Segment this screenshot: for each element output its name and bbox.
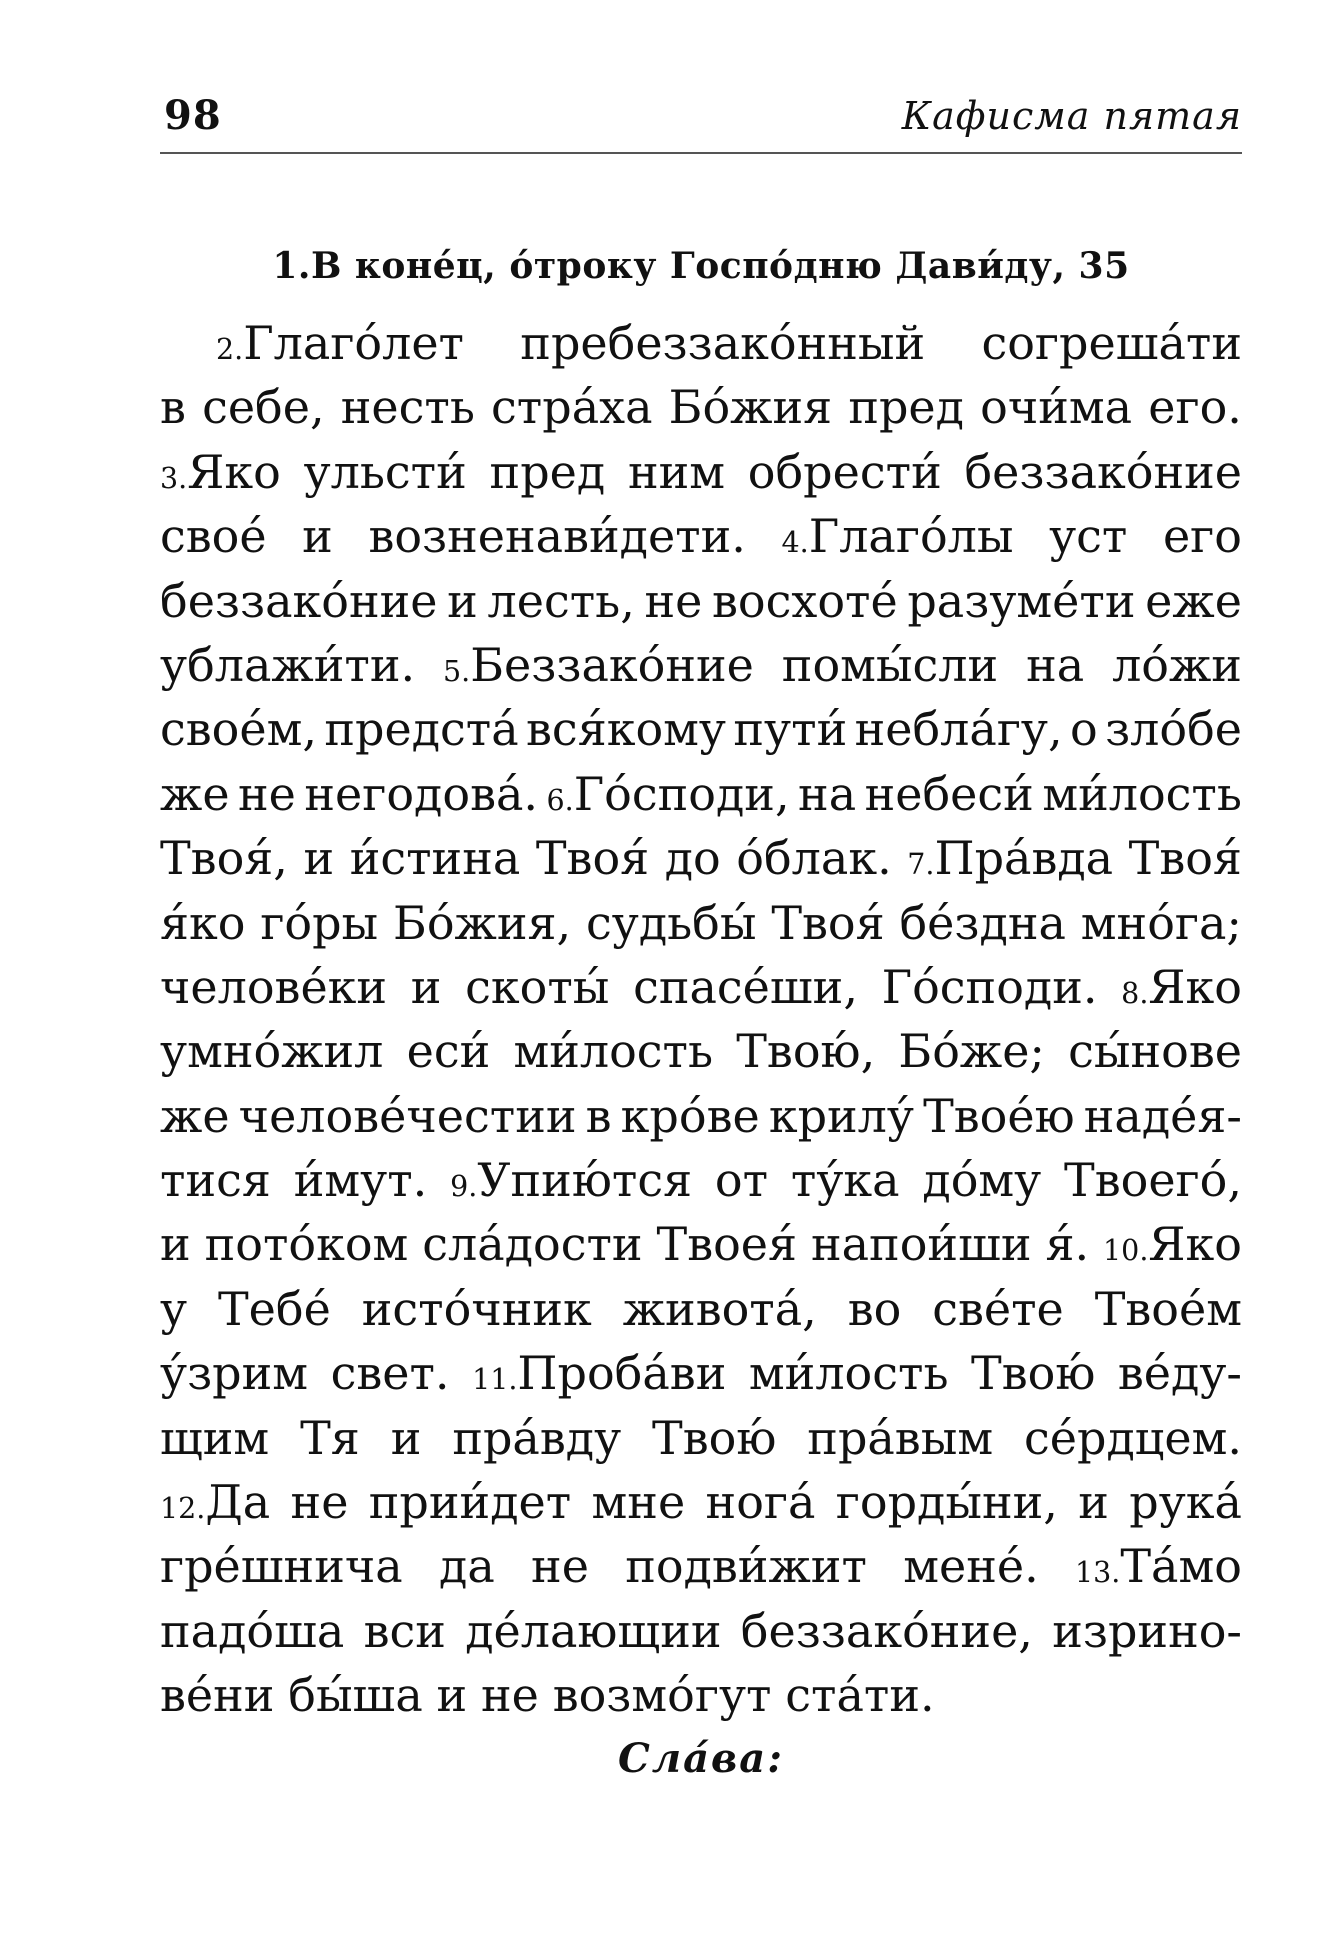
word: от: [714, 1153, 769, 1208]
text-line: [160, 1475, 1242, 1539]
word: свое́: [160, 509, 267, 564]
text-line: [160, 1282, 1242, 1346]
word: себе,: [202, 380, 325, 435]
word: небла́гу,: [854, 702, 1063, 757]
word: пото́ком: [204, 1217, 409, 1272]
word: Тебе́: [218, 1281, 331, 1336]
word: нога́: [705, 1475, 816, 1530]
word: в: [160, 380, 186, 435]
word: возмо́гут: [552, 1668, 772, 1723]
word: Твою́: [971, 1346, 1096, 1401]
page-header: [160, 84, 1242, 144]
word: Бо́же;: [898, 1024, 1045, 1079]
word: беззако́ние,: [740, 1603, 1033, 1658]
verse-number: 5.: [443, 654, 471, 688]
word: не: [238, 766, 296, 821]
verse-number: 12.: [160, 1492, 206, 1526]
word: еже: [1145, 573, 1242, 628]
word: и: [436, 1668, 468, 1723]
word: скоты́: [465, 959, 610, 1014]
word: на: [798, 766, 857, 821]
word: сы́нове: [1068, 1024, 1242, 1079]
word: и: [410, 959, 442, 1014]
word: 2.Глаго́лет: [216, 316, 465, 370]
text-line: [160, 1346, 1242, 1410]
word: кро́ве: [620, 1088, 760, 1143]
word: же: [160, 766, 230, 821]
word: не: [531, 1539, 589, 1594]
word: Бо́жия: [668, 380, 833, 435]
word: исто́чник: [361, 1281, 592, 1336]
word: в: [585, 1088, 612, 1143]
word: 11.Проба́ви: [472, 1346, 727, 1401]
word: горды́ни,: [835, 1475, 1058, 1530]
word: 5.Беззако́ние: [443, 637, 754, 692]
word: Твоя́: [1128, 831, 1242, 886]
word: подви́жит: [625, 1539, 867, 1594]
word: тися: [160, 1153, 271, 1208]
word: бы́ша: [288, 1668, 423, 1723]
word: 13.Та́мо: [1075, 1539, 1242, 1594]
word: стра́ха: [491, 380, 653, 435]
word: пра́вым: [807, 1410, 994, 1465]
verse-number: 10.: [1103, 1234, 1149, 1268]
word: Твоея́: [656, 1217, 798, 1272]
word: пред: [489, 444, 606, 499]
word: Твое́ю: [923, 1088, 1075, 1143]
header-divider: [160, 152, 1242, 154]
text-line: [160, 574, 1242, 638]
verse-number: 6.: [546, 783, 574, 817]
text-line: [160, 960, 1242, 1024]
word: зло́бе: [1105, 702, 1242, 757]
word: спасе́ши,: [633, 959, 858, 1014]
word: пра́вду: [452, 1410, 622, 1465]
word: ве́ни: [160, 1668, 275, 1723]
text-line: [160, 1217, 1242, 1281]
word: ми́лость: [513, 1024, 714, 1079]
word: умно́жил: [160, 1024, 384, 1079]
verse-number: 11.: [472, 1363, 518, 1397]
word: све́те: [932, 1281, 1064, 1336]
text-line: [160, 1668, 1242, 1732]
word: о: [1070, 702, 1098, 757]
word: крилу́: [768, 1088, 914, 1143]
word: мене́.: [903, 1539, 1039, 1594]
word: Тя: [300, 1410, 360, 1465]
word: помы́сли: [781, 637, 999, 692]
text-line: [160, 831, 1242, 895]
word: и: [160, 1217, 191, 1272]
word: согреша́ти: [981, 316, 1242, 370]
word: 9.Упию́тся: [450, 1153, 693, 1208]
text-line: [160, 509, 1242, 573]
word: 10.Яко: [1103, 1217, 1242, 1272]
word: Твоя́: [771, 895, 885, 950]
word: вси: [363, 1603, 446, 1658]
word: рука́: [1129, 1475, 1242, 1530]
word: Твою́: [652, 1410, 777, 1465]
word: го́ры: [260, 895, 379, 950]
page-number: 98: [164, 92, 222, 139]
word: небеси́: [864, 766, 1034, 821]
word: его.: [1148, 380, 1242, 435]
word: о́блак.: [736, 831, 892, 886]
word: Твоя́: [535, 831, 650, 886]
word: падо́ша: [160, 1603, 345, 1658]
word: возненави́дети.: [368, 509, 746, 564]
word: ним: [627, 444, 726, 499]
word: беззако́ние: [964, 444, 1242, 499]
word: бе́здна: [899, 895, 1066, 950]
text-line: [160, 1153, 1242, 1217]
word: же: [160, 1088, 230, 1143]
word: свет.: [330, 1346, 450, 1401]
word: 4.Глаго́лы: [781, 509, 1014, 564]
word: негодова́.: [304, 766, 539, 821]
word: его: [1162, 509, 1242, 564]
word: и́мут.: [293, 1153, 428, 1208]
verse-number: 2.: [216, 333, 244, 366]
word: очи́ма: [980, 380, 1133, 435]
word: и: [303, 831, 335, 886]
word: наде́я-: [1083, 1088, 1242, 1143]
word: 8.Яко: [1121, 959, 1242, 1014]
word: ублажи́ти.: [160, 637, 416, 692]
word: еси́: [406, 1024, 491, 1079]
word: пред: [848, 380, 964, 435]
word: челове́ки: [160, 959, 388, 1014]
word: вся́кому: [526, 702, 727, 757]
word: и: [302, 509, 333, 564]
word: и: [447, 573, 478, 628]
running-title: Кафисма пятая: [901, 94, 1242, 138]
word: восхоте́: [712, 573, 898, 628]
word: и́стина: [349, 831, 521, 886]
word: свое́м,: [160, 702, 317, 757]
text-line: [160, 380, 1242, 444]
psalm-superscription: 1.В коне́ц, о́троку Госпо́дню Дави́ду, 35: [272, 245, 1130, 287]
word: гре́шнича: [160, 1539, 403, 1594]
word: и: [1078, 1475, 1109, 1530]
word: у́зрим: [160, 1346, 309, 1401]
word: Твоя́,: [160, 831, 288, 886]
word: Твоего́,: [1064, 1153, 1242, 1208]
text-line: [160, 1539, 1242, 1603]
psalm-body-text: [160, 316, 1242, 1733]
word: ту́ка: [790, 1153, 900, 1208]
word: сла́дости: [422, 1217, 643, 1272]
word: де́лающии: [465, 1603, 722, 1658]
word: се́рдцем.: [1024, 1410, 1242, 1465]
word: Го́споди.: [881, 959, 1098, 1014]
verse-number: 13.: [1075, 1556, 1121, 1590]
word: Твою́,: [736, 1024, 876, 1079]
text-line: [160, 1089, 1242, 1153]
word: пребеззако́нный: [520, 316, 926, 370]
word: не: [290, 1475, 349, 1530]
text-line: [160, 445, 1242, 509]
word: мно́га;: [1080, 895, 1242, 950]
verse-number: 4.: [781, 526, 809, 560]
word: прии́дет: [368, 1475, 572, 1530]
word: не: [644, 573, 703, 628]
word: челове́честии: [238, 1088, 577, 1143]
text-line: [160, 767, 1242, 831]
word: напои́ши: [810, 1217, 1032, 1272]
verse-number: 3.: [160, 461, 188, 495]
word: беззако́ние: [160, 573, 438, 628]
word: пути́: [733, 702, 848, 757]
word: 7.Пра́вда: [907, 831, 1114, 886]
word: я́ко: [160, 895, 246, 950]
word: 3.Яко: [160, 444, 281, 499]
word: разуме́ти: [907, 573, 1136, 628]
text-line: [160, 1604, 1242, 1668]
gloria-heading: Сла́ва:: [618, 1735, 784, 1782]
word: Бо́жия,: [393, 895, 572, 950]
word: во: [847, 1281, 902, 1336]
verse-number: 8.: [1121, 976, 1149, 1010]
word: ми́лость: [1042, 766, 1242, 821]
word: обрести́: [747, 444, 942, 499]
word: живота́,: [622, 1281, 817, 1336]
word: судьбы́: [585, 895, 757, 950]
word: уст: [1049, 509, 1128, 564]
word: ве́ду-: [1117, 1346, 1242, 1401]
word: на: [1026, 637, 1085, 692]
word: Твое́м: [1094, 1281, 1242, 1336]
word: ста́ти.: [785, 1668, 935, 1723]
text-line: [160, 1024, 1242, 1088]
word: до: [664, 831, 721, 886]
verse-number: 7.: [907, 848, 935, 882]
word: несть: [340, 380, 475, 435]
text-line: [160, 702, 1242, 766]
word: ульсти́: [303, 444, 467, 499]
word: да: [439, 1539, 495, 1594]
text-line: [160, 316, 1242, 380]
verse-number: 9.: [450, 1170, 478, 1204]
word: ло́жи: [1112, 637, 1242, 692]
word: предста́: [324, 702, 519, 757]
word: до́му: [922, 1153, 1042, 1208]
word: и: [390, 1410, 422, 1465]
word: 6.Го́споди,: [546, 766, 790, 821]
word: щим: [160, 1410, 270, 1465]
word: изрино-: [1052, 1603, 1242, 1658]
word: не: [481, 1668, 539, 1723]
word: ми́лость: [748, 1346, 949, 1401]
word: я́.: [1045, 1217, 1090, 1272]
text-line: [160, 638, 1242, 702]
word: у: [160, 1281, 188, 1336]
word: мне: [591, 1475, 686, 1530]
text-line: [160, 896, 1242, 960]
word: 12.Да: [160, 1475, 271, 1530]
text-line: [160, 1411, 1242, 1475]
word: лесть,: [487, 573, 635, 628]
